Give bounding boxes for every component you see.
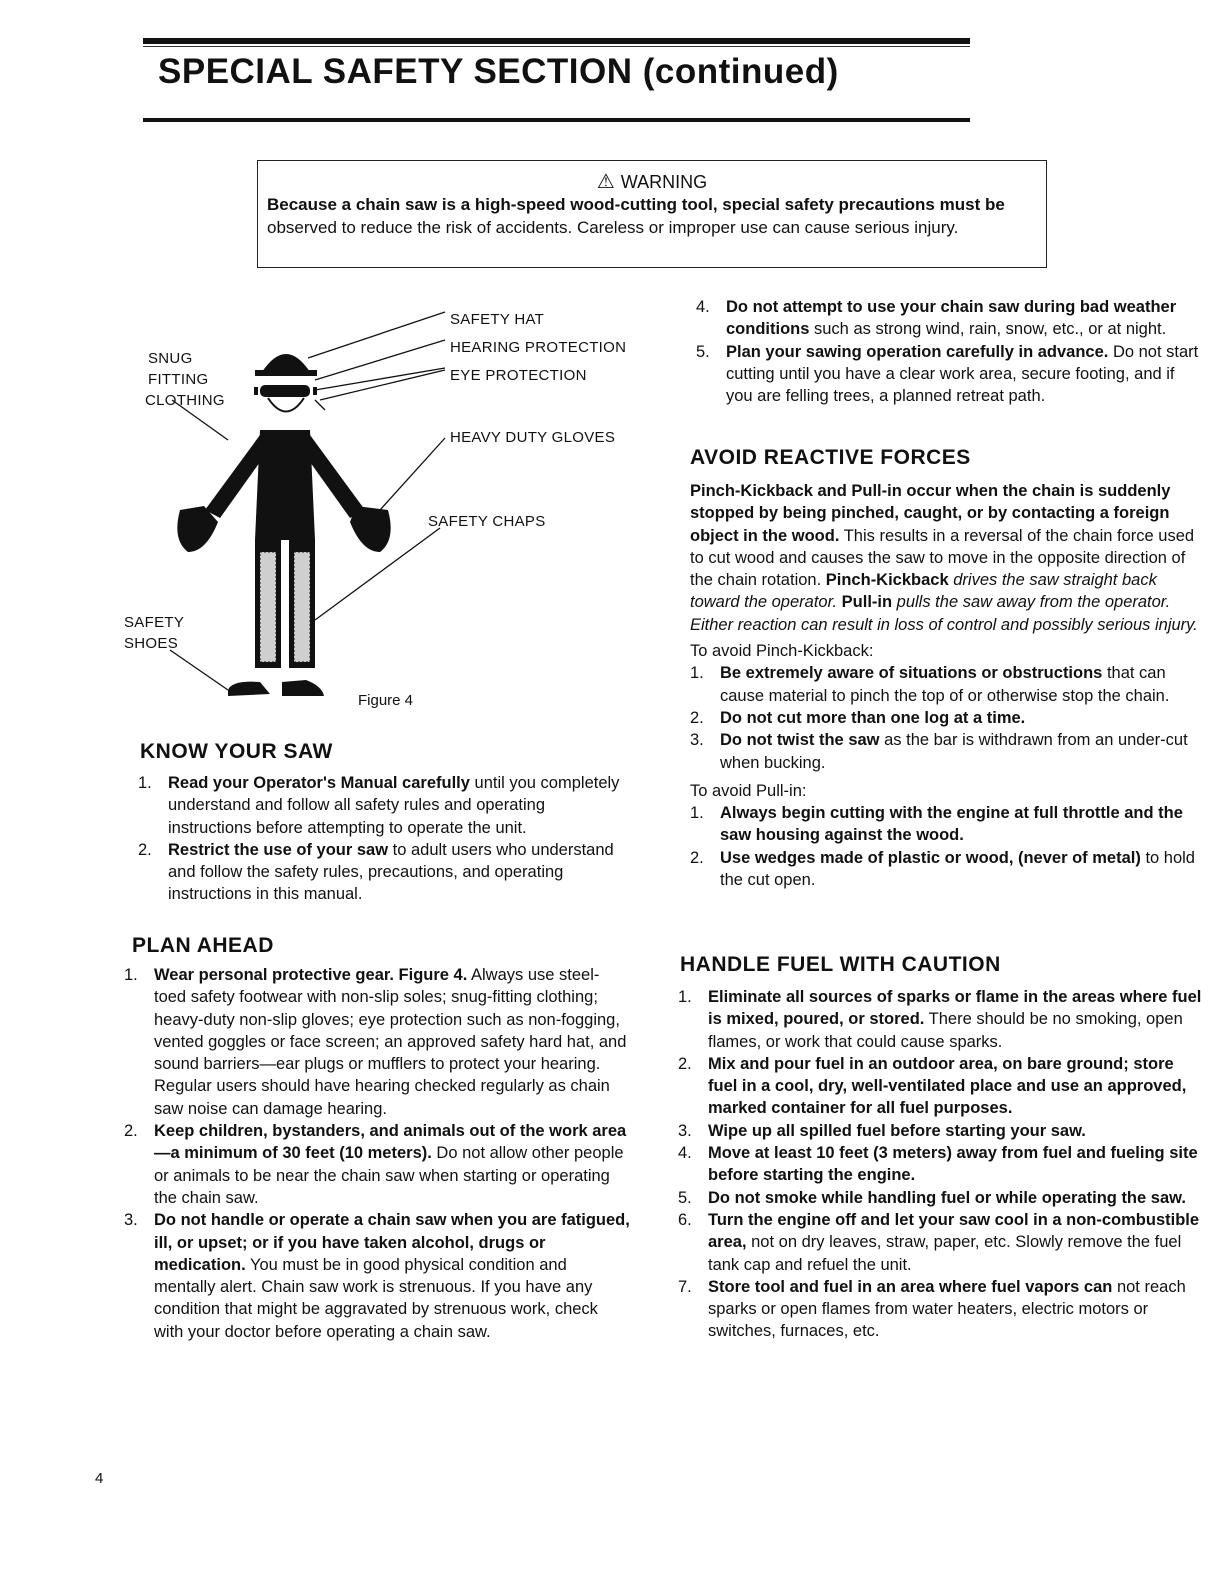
safety-shoe-icon — [228, 682, 270, 696]
item-bold: Turn the engine off and let your saw cool in a non-combustible area, — [708, 1210, 1200, 1252]
fuel-heading: HANDLE FUEL WITH CAUTION — [680, 953, 1001, 976]
label-safety-shoes-1: SAFETY — [124, 614, 185, 631]
warning-text-bold: Because a chain saw is a high-speed wood-cutting tool, special safety precautions must be — [267, 195, 1005, 214]
item-number: 4. — [678, 1144, 692, 1163]
hard-hat-icon — [262, 354, 310, 372]
plan-ahead-list — [124, 964, 630, 1343]
list-item — [678, 1120, 1203, 1142]
label-safety-hat: SAFETY HAT — [450, 311, 545, 328]
pinch-kickback-heading: To avoid Pinch-Kickback: — [690, 642, 874, 661]
list-item — [124, 964, 630, 1120]
item-number: 7. — [678, 1277, 692, 1296]
item-bold: Keep children, bystanders, and animals out of the work area—a minimum of 30 feet (10 meters). — [154, 1122, 627, 1163]
item-number: 6. — [678, 1210, 692, 1229]
warning-heading — [258, 169, 1046, 194]
header-rule-top — [143, 38, 970, 44]
item-text: that can cause material to pinch the top of or otherwise stop the chain. — [720, 664, 1170, 705]
warning-text-rest: observed to reduce the risk of accidents. Careless or improper use can cause serious injury. — [267, 218, 959, 237]
know-your-saw-heading: KNOW YOUR SAW — [140, 740, 333, 763]
item-text: not reach sparks or open flames from water heaters, electric motors or switches, furnaces, etc. — [708, 1277, 1186, 1341]
item-number: 3. — [124, 1211, 138, 1230]
know-your-saw-list — [138, 772, 630, 906]
item-bold: Use wedges made of plastic or wood, (never of metal) — [720, 848, 1141, 867]
reactive-forces-intro — [690, 480, 1202, 636]
item-number: 1. — [124, 966, 138, 984]
item-bold: Plan your sawing operation carefully in advance. — [726, 342, 1109, 361]
intro-bold: Pinch-Kickback and Pull-in occur when the chain is suddenly stopped by being pinched, caught, or by contacting a foreign object in the wood. — [690, 482, 1171, 545]
item-bold: Wipe up all spilled fuel before starting your saw. — [708, 1121, 1086, 1140]
item-number: 3. — [678, 1121, 692, 1140]
label-hearing-protection: HEARING PROTECTION — [450, 339, 627, 356]
list-item — [678, 1209, 1203, 1276]
list-item — [690, 847, 1202, 892]
item-bold: Do not handle or operate a chain saw when you are fatigued, ill, or upset; or if you have taken alcohol, drugs or medication. — [154, 1211, 630, 1274]
item-bold: Do not attempt to use your chain saw during bad weather conditions — [726, 298, 1177, 339]
item-bold: Do not cut more than one log at a time. — [720, 708, 1026, 727]
pull-in-heading: To avoid Pull-in: — [690, 781, 807, 800]
header-rule-bottom — [143, 118, 970, 122]
label-snug-3: CLOTHING — [145, 392, 225, 409]
item-bold: Do not twist the saw — [720, 731, 880, 750]
reactive-forces-heading: AVOID REACTIVE FORCES — [690, 446, 971, 469]
list-item — [124, 1209, 630, 1343]
item-text: not on dry leaves, straw, paper, etc. Slowly remove the fuel tank cap and refuel the unit. — [708, 1233, 1182, 1274]
label-snug-1: SNUG — [148, 350, 193, 367]
item-text: such as strong wind, rain, snow, etc., or at night. — [809, 320, 1167, 339]
item-number: 5. — [696, 342, 710, 361]
list-item — [690, 729, 1202, 774]
item-text: to hold the cut open. — [720, 848, 1195, 890]
intro-text: This results in a reversal of the chain force used to cut wood and causes the saw to move in the opposite direction of the chain rotation. — [690, 526, 1195, 590]
item-number: 2. — [690, 848, 704, 867]
intro-pinch-kickback: Pinch-Kickback — [825, 571, 949, 590]
warning-triangle-icon: ⚠ — [596, 171, 615, 193]
item-number: 2. — [138, 840, 152, 859]
intro-italic-1: drives the saw straight back toward the operator. — [690, 571, 1157, 612]
item-bold: Mix and pour fuel in an outdoor area, on bare ground; store fuel in a cool, dry, well-ventilated place and use an approved, marked container for all fuel purposes. — [708, 1054, 1187, 1118]
item-number: 2. — [690, 708, 704, 727]
warning-text — [267, 193, 1037, 239]
item-bold: Do not smoke while handling fuel or while operating the saw. — [708, 1188, 1186, 1207]
list-item — [690, 802, 1202, 847]
pinch-kickback-list — [690, 662, 1202, 773]
item-number: 5. — [678, 1188, 692, 1207]
item-bold: Be extremely aware of situations or obstructions — [720, 664, 1103, 683]
item-bold: Restrict the use of your saw — [168, 840, 389, 859]
warning-box — [257, 160, 1047, 268]
intro-italic-2: pulls the saw away from the operator. Either reaction can result in loss of control and possibly serious injury. — [690, 593, 1198, 634]
list-item — [138, 772, 630, 839]
label-safety-chaps: SAFETY CHAPS — [428, 513, 546, 530]
glove-right-icon — [350, 506, 391, 552]
item-number: 1. — [690, 804, 704, 823]
list-item — [138, 839, 630, 906]
reactive-forces-section — [690, 480, 1202, 891]
plan-ahead-heading: PLAN AHEAD — [132, 934, 274, 957]
list-item — [678, 1187, 1203, 1209]
item-bold: Always begin cutting with the engine at full throttle and the saw housing against the wood. — [720, 804, 1183, 845]
page-number: 4 — [95, 1470, 104, 1487]
item-text: Always use steel-toed safety footwear with non-slip soles; snug-fitting clothing; heavy-duty non-slip gloves; eye protection such as non-fogging, vented goggles or face screen; an approved safety hard hat, and sound barriers—ear plugs or mufflers to protect your hearing. Regular users should have hearing checked regularly as chain saw noise can damage hearing. — [154, 966, 627, 1118]
label-eye-protection: EYE PROTECTION — [450, 367, 587, 384]
figure-caption: Figure 4 — [358, 692, 414, 709]
item-bold: Eliminate all sources of sparks or flame in the areas where fuel is mixed, poured, or stored. — [708, 988, 1202, 1029]
item-number: 1. — [678, 988, 692, 1006]
header-rule-thin — [143, 46, 970, 47]
list-item — [124, 1120, 630, 1209]
warning-heading-text: WARNING — [620, 172, 708, 192]
item-number: 2. — [124, 1122, 138, 1141]
item-text: Do not allow other people or animals to be near the chain saw when starting or operating the chain saw. — [154, 1144, 624, 1207]
list-item — [690, 707, 1202, 729]
item-text: to adult users who understand and follow the safety rules, precautions, and operating instructions in this manual. — [168, 840, 614, 904]
page-title: SPECIAL SAFETY SECTION (continued) — [158, 52, 839, 91]
item-number: 4. — [696, 298, 710, 316]
list-item — [696, 296, 1201, 341]
item-text: You must be in good physical condition and mentally alert. Chain saw work is strenuous. If you have any condition that might be aggravated by strenuous work, check with your doctor before operating a chain saw. — [154, 1255, 598, 1341]
pull-in-list — [690, 802, 1202, 891]
list-item — [678, 1053, 1203, 1120]
item-bold: Read your Operator's Manual carefully — [168, 774, 470, 792]
item-bold: Move at least 10 feet (3 meters) away from fuel and fueling site before starting the engine. — [708, 1144, 1198, 1185]
list-item — [696, 341, 1201, 408]
label-heavy-duty-gloves: HEAVY DUTY GLOVES — [450, 429, 616, 446]
item-number: 3. — [690, 731, 704, 750]
list-item — [678, 986, 1203, 1053]
list-item — [678, 1142, 1203, 1187]
label-snug-2: FITTING — [148, 371, 209, 388]
item-bold: Wear personal protective gear. Figure 4. — [154, 966, 468, 984]
right-top-list — [696, 296, 1201, 407]
list-item — [690, 662, 1202, 707]
item-bold: Store tool and fuel in an area where fuel vapors can — [708, 1277, 1113, 1296]
fuel-list — [678, 986, 1203, 1343]
item-text: as the bar is withdrawn from an under-cut when bucking. — [720, 731, 1188, 772]
item-text: until you completely understand and follow all safety rules and operating instructions before attempting to operate the unit. — [168, 774, 620, 837]
intro-pull-in: Pull-in — [841, 593, 893, 612]
item-text: There should be no smoking, open flames, or work that could cause sparks. — [708, 1010, 1183, 1051]
list-item — [678, 1276, 1203, 1343]
item-number: 1. — [690, 664, 704, 683]
item-text: Do not start cutting until you have a clear work area, secure footing, and if you are felling trees, a planned retreat path. — [726, 342, 1199, 406]
label-safety-shoes-2: SHOES — [124, 635, 179, 652]
item-number: 1. — [138, 774, 152, 792]
item-number: 2. — [678, 1054, 692, 1073]
